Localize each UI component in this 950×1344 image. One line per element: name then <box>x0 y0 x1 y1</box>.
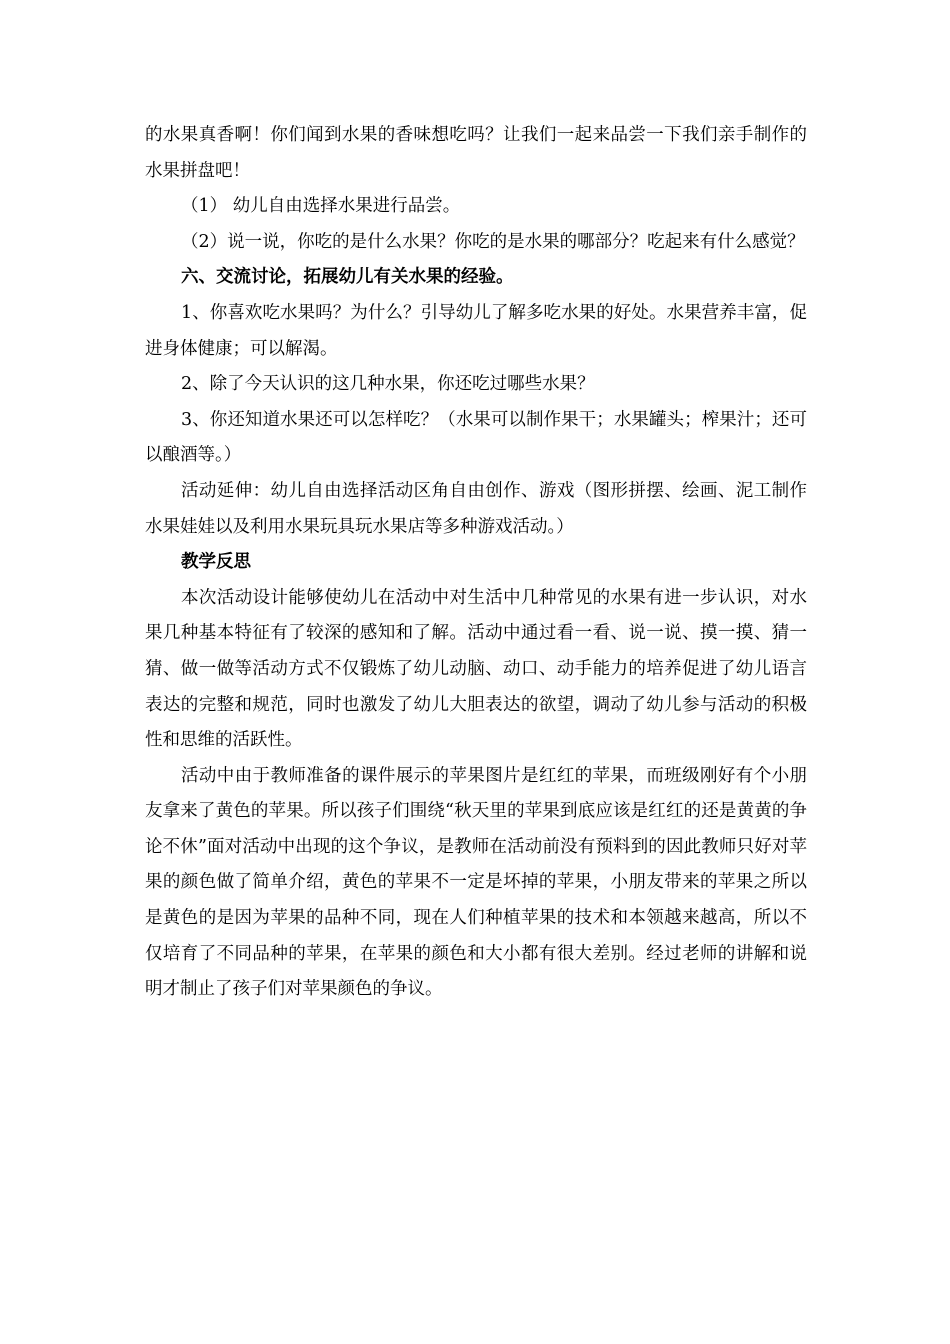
paragraph-question-3: 3、你还知道水果还可以怎样吃？（水果可以制作果干；水果罐头；榨果汁；还可以酿酒等。） <box>145 409 807 466</box>
paragraph-reflection-2: 活动中由于教师准备的课件展示的苹果图片是红红的苹果，而班级刚好有个小朋友拿来了黄色的苹果。所以孩子们围绕“秋天里的苹果到底应该是红红的还是黄黄的争论不休”面对活动中出现的这个争议，是教师在活动前没有预料到的因此教师只好对苹果的颜色做了简单介绍，黄色的苹果不一定是坏掉的苹果，小朋友带来的苹果之所以是黄色的是因为苹果的品种不同，现在人们种植苹果的技术和本领越来越高，所以不仅培育了不同品种的苹果，在苹果的颜色和大小都有很大差别。经过老师的讲解和说明才制止了孩子们对苹果颜色的争议。 <box>145 765 807 1000</box>
paragraph-step-1: （1） 幼儿自由选择水果进行品尝。 <box>181 196 461 217</box>
paragraph-activity-extension: 活动延伸：幼儿自由选择活动区角自由创作、游戏（图形拼摆、绘画、泥工制作水果娃娃以及利用水果玩具玩水果店等多种游戏活动。） <box>145 480 807 537</box>
section-heading-discussion: 六、交流讨论，拓展幼儿有关水果的经验。 <box>181 267 514 288</box>
paragraph-step-2: （2）说一说，你吃的是什么水果？你吃的是水果的哪部分？吃起来有什么感觉？ <box>181 231 805 252</box>
paragraph-reflection-1: 本次活动设计能够使幼儿在活动中对生活中几种常见的水果有进一步认识，对水果几种基本特征有了较深的感知和了解。活动中通过看一看、说一说、摸一摸、猜一猜、做一做等活动方式不仅锻炼了幼儿动脑、动口、动手能力的培养促进了幼儿语言表达的完整和规范，同时也激发了幼儿大胆表达的欲望，调动了幼儿参与活动的积极性和思维的活跃性。 <box>145 587 807 751</box>
paragraph-question-2: 2、除了今天认识的这几种水果，你还吃过哪些水果？ <box>181 374 595 395</box>
document-body <box>145 118 807 1008</box>
section-heading-reflection: 教学反思 <box>181 552 251 573</box>
paragraph-question-1: 1、你喜欢吃水果吗？为什么？引导幼儿了解多吃水果的好处。水果营养丰富，促进身体健康；可以解渴。 <box>145 302 807 359</box>
paragraph-continuation: 的水果真香啊！你们闻到水果的香味想吃吗？让我们一起来品尝一下我们亲手制作的水果拼盘吧！ <box>145 125 807 181</box>
